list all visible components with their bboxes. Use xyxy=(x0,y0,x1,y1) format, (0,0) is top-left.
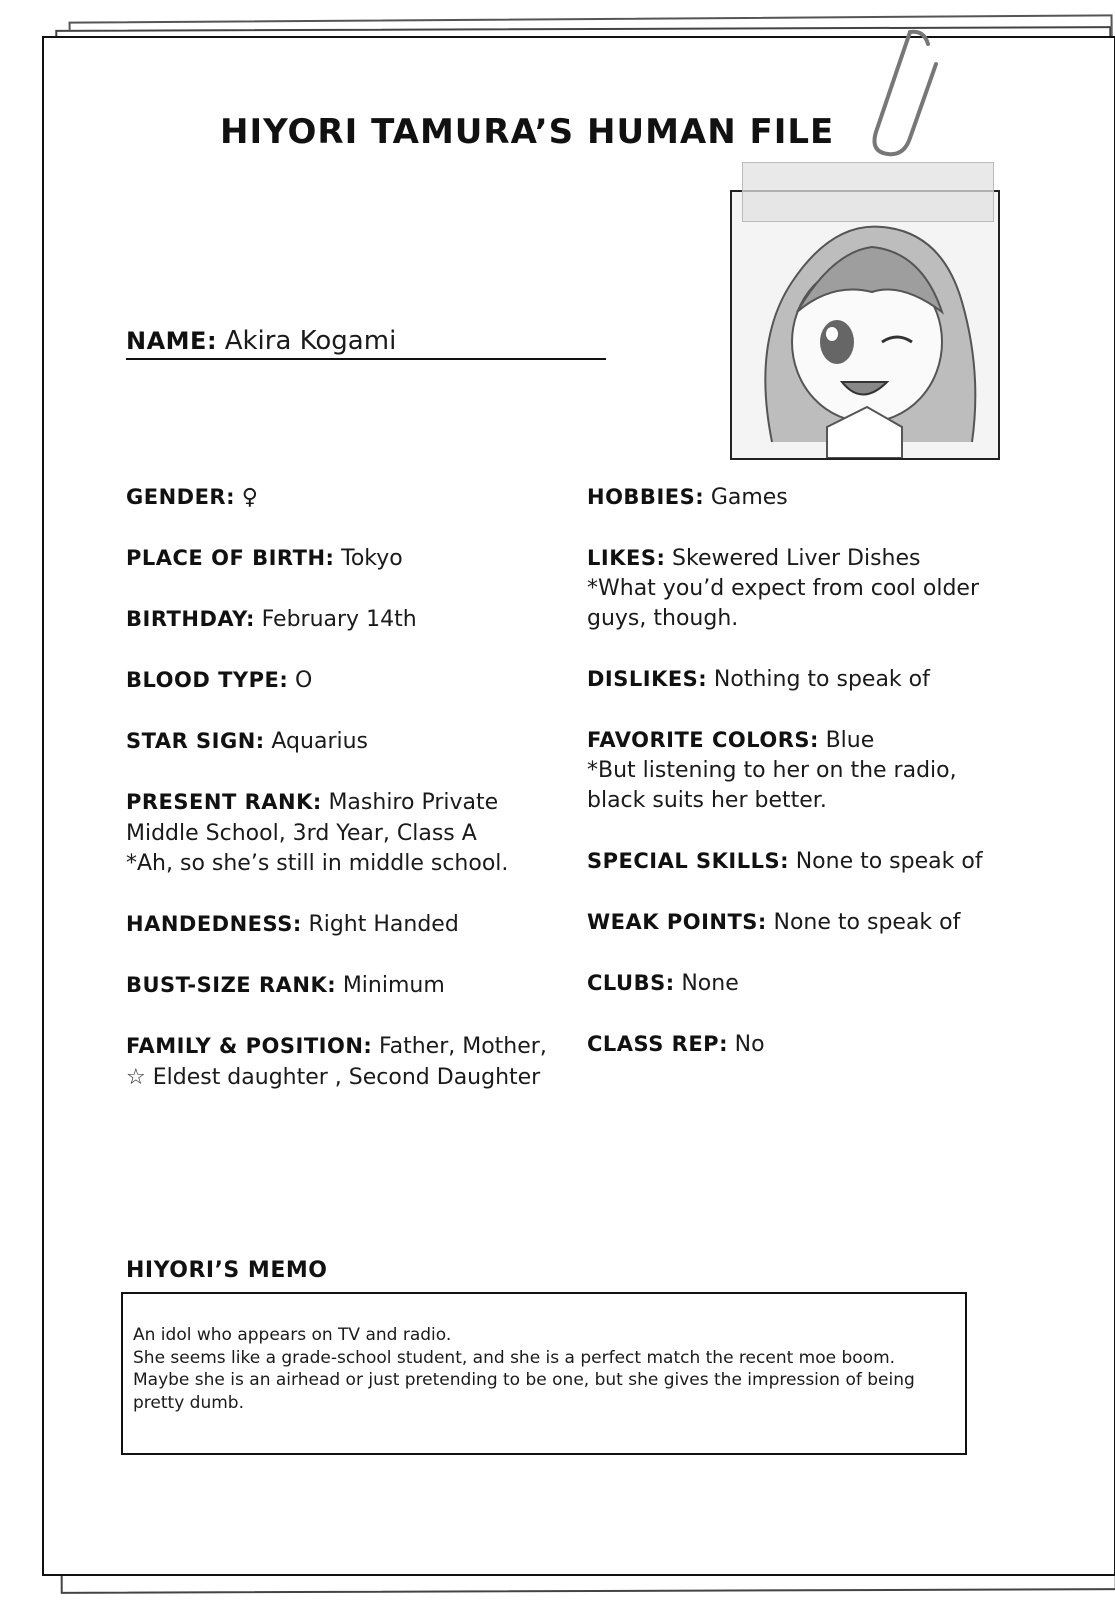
field-label: SPECIAL SKILLS: xyxy=(587,849,790,873)
portrait-illustration-icon xyxy=(732,192,998,458)
field-label: CLASS REP: xyxy=(587,1032,728,1056)
memo-box xyxy=(121,1292,967,1455)
field-label: BUST-SIZE RANK: xyxy=(126,973,337,997)
field-label: STAR SIGN: xyxy=(126,729,265,753)
field-bust-size-rank xyxy=(126,970,566,1001)
field-value: Games xyxy=(710,485,788,510)
field-value: Nothing to speak of xyxy=(713,667,930,692)
field-value: Father, Mother, ☆ Eldest daughter , Second Daughter xyxy=(126,1034,547,1090)
paperclip-icon xyxy=(858,28,938,158)
field-label: LIKES: xyxy=(587,546,666,570)
field-value: Tokyo xyxy=(341,546,403,571)
field-value: None to speak of xyxy=(795,849,983,874)
field-label: BIRTHDAY: xyxy=(126,607,255,631)
memo-line: She seems like a grade-school student, and she is a perfect match the recent moe boom. xyxy=(133,1347,896,1368)
field-value: None to speak of xyxy=(773,910,961,935)
field-value: Skewered Liver Dishes xyxy=(672,546,921,571)
tape-strip xyxy=(742,162,994,222)
name-value: Akira Kogami xyxy=(224,326,397,356)
field-note: *What you’d expect from cool older guys, though. xyxy=(587,576,979,631)
field-value: Right Handed xyxy=(308,912,459,937)
field-label: DISLIKES: xyxy=(587,667,708,691)
right-field-column xyxy=(587,482,987,1090)
character-portrait xyxy=(730,190,1000,460)
field-label: HOBBIES: xyxy=(587,485,705,509)
field-likes xyxy=(587,543,987,634)
field-value: Mashiro Private Middle School, 3rd Year, Class A xyxy=(126,790,499,846)
left-field-column xyxy=(126,482,566,1123)
field-special-skills xyxy=(587,846,987,877)
field-blood-type xyxy=(126,665,566,696)
field-note: *But listening to her on the radio, black suits her better. xyxy=(587,758,957,813)
field-label: FAVORITE COLORS: xyxy=(587,728,819,752)
field-label: CLUBS: xyxy=(587,971,675,995)
field-dislikes xyxy=(587,664,987,695)
field-value: Aquarius xyxy=(271,729,369,754)
memo-line: An idol who appears on TV and radio. xyxy=(133,1325,452,1345)
field-label: PRESENT RANK: xyxy=(126,790,322,814)
field-place-of-birth xyxy=(126,543,566,574)
field-gender xyxy=(126,482,566,513)
field-value: Minimum xyxy=(342,973,445,998)
field-label: PLACE OF BIRTH: xyxy=(126,546,335,570)
memo-title: HIYORI’S MEMO xyxy=(126,1258,328,1283)
field-family-position xyxy=(126,1031,566,1093)
field-star-sign xyxy=(126,726,566,757)
field-favorite-colors xyxy=(587,725,987,816)
field-label: WEAK POINTS: xyxy=(587,910,767,934)
field-value: None xyxy=(681,971,739,996)
name-row xyxy=(126,326,606,360)
page-title: HIYORI TAMURA’S HUMAN FILE xyxy=(220,112,835,152)
field-label: FAMILY & POSITION: xyxy=(126,1034,373,1058)
memo-line: Maybe she is an airhead or just pretending to be one, but she gives the impression of being pretty dumb. xyxy=(133,1370,915,1413)
field-birthday xyxy=(126,604,566,635)
field-class-rep xyxy=(587,1029,987,1060)
field-clubs xyxy=(587,968,987,999)
field-value: Blue xyxy=(825,728,875,753)
field-hobbies xyxy=(587,482,987,513)
name-label: NAME: xyxy=(126,327,218,355)
field-value: No xyxy=(734,1032,765,1057)
field-handedness xyxy=(126,909,566,940)
field-value: February 14th xyxy=(261,607,417,632)
field-note: *Ah, so she’s still in middle school. xyxy=(126,851,509,876)
field-label: BLOOD TYPE: xyxy=(126,668,289,692)
field-present-rank xyxy=(126,787,566,879)
field-value: ♀ xyxy=(241,485,258,510)
field-value: O xyxy=(294,668,313,693)
field-label: HANDEDNESS: xyxy=(126,912,302,936)
field-label: GENDER: xyxy=(126,485,236,509)
field-weak-points xyxy=(587,907,987,938)
